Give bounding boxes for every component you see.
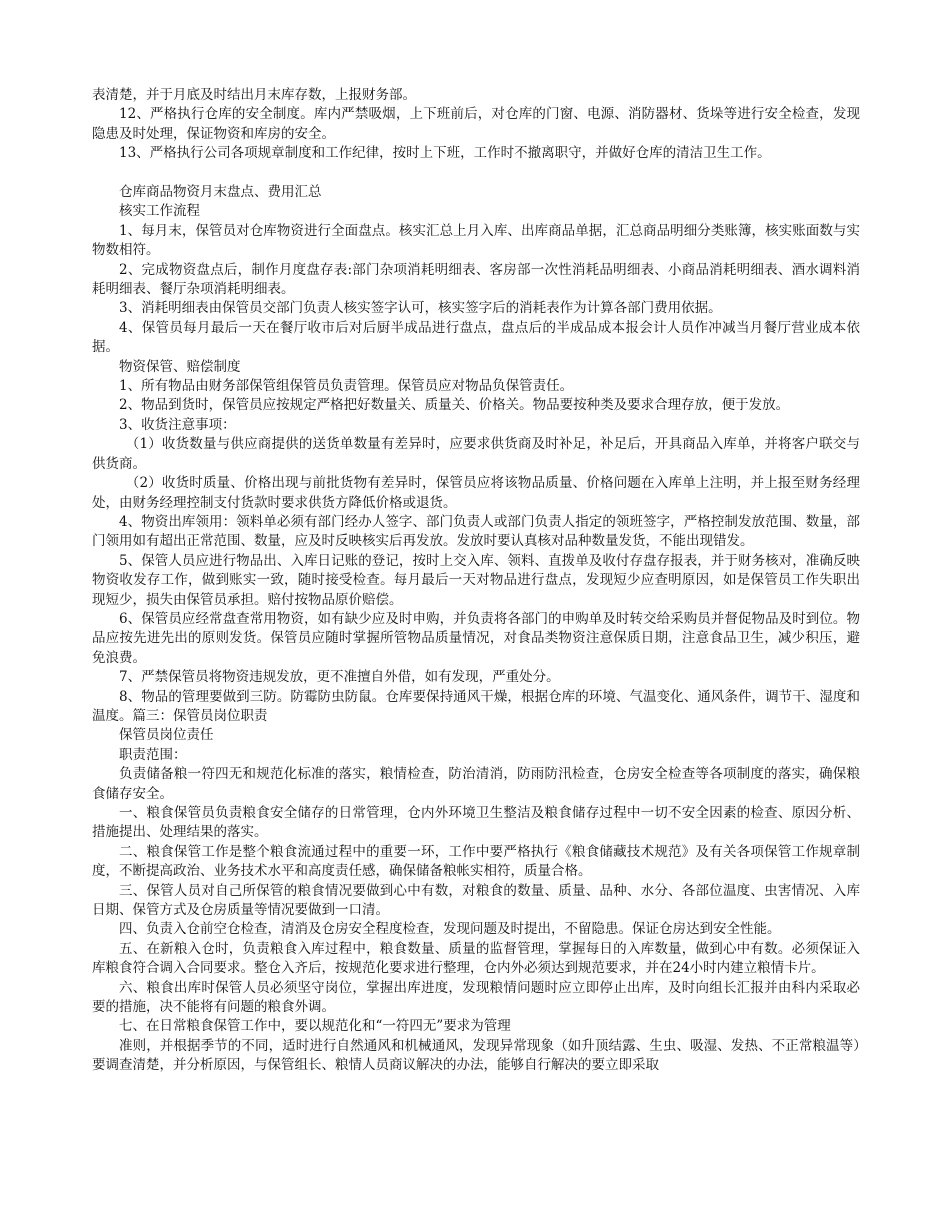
document-body [92, 86, 860, 1076]
paragraph: 12、严格执行仓库的安全制度。库内严禁吸烟，上下班前后，对仓库的门窗、电源、消防器材、货垛等进行安全检查，发现隐患及时处理，保证物资和库房的安全。 [92, 106, 860, 142]
paragraph: 三、保管人员对自己所保管的粮食情况要做到心中有数，对粮食的数量、质量、品种、水分、各部位温度、虫害情况、入库日期、保管方式及仓房质量等情况要做到一口清。 [92, 882, 860, 919]
paragraph: 4、保管员每月最后一天在餐厅收市后对后厨半成品进行盘点，盘点后的半成品成本报会计人员作冲减当月餐厅营业成本依据。 [92, 319, 860, 356]
paragraph: 二、粮食保管工作是整个粮食流通过程中的重要一环，工作中要严格执行《粮食储藏技术规范》及有关各项保管工作规章制度，不断提高政治、业务技术水平和高度责任感，确保储备粮帐实相符，质量合格。 [92, 843, 860, 880]
paragraph: 13、严格执行公司各项规章制度和工作纪律，按时上下班，工作时不撤离职守，并做好仓库的清洁卫生工作。 [119, 145, 771, 162]
paragraph: 物资保管、赔偿制度 [119, 358, 241, 375]
paragraph: 8、物品的管理要做到三防。防霉防虫防鼠。仓库要保持通风干燥，根据仓库的环境、气温变化、通风条件，调节干、湿度和温度。篇三：保管员岗位职责 [92, 688, 860, 724]
paragraph: 一、粮食保管员负责粮食安全储存的日常管理，仓内外环境卫生整洁及粮食储存过程中一切不安全因素的检查、原因分析、措施提出、处理结果的落实。 [92, 805, 860, 841]
paragraph: 1、所有物品由财务部保管组保管员负责管理。保管员应对物品负保管责任。 [119, 378, 574, 395]
paragraph: 表清楚，并于月底及时结出月末库存数，上报财务部。 [92, 87, 416, 103]
paragraph: 保管员岗位责任 [119, 727, 214, 744]
paragraph: （1）收货数量与供应商提供的送货单数量有差异时，应要求供货商及时补足，补足后，开具商品入库单，并将客户联交与供货商。 [92, 436, 860, 472]
paragraph: 7、严禁保管员将物资违规发放，更不准擅自外借，如有发现，严重处分。 [119, 669, 560, 686]
paragraph: 2、完成物资盘点后，制作月度盘存表:部门杂项消耗明细表、客房部一次性消耗品明细表、小商品消耗明细表、酒水调料消耗明细表、餐厅杂项消耗明细表。 [92, 261, 860, 298]
paragraph: 四、负责入仓前空仓检查，清消及仓房安全程度检查，发现问题及时提出，不留隐患。保证仓房达到安全性能。 [119, 921, 781, 938]
paragraph: 3、消耗明细表由保管员交部门负责人核实签字认可，核实签字后的消耗表作为计算各部门费用依据。 [119, 300, 722, 317]
paragraph: 1、每月末，保管员对仓库物资进行全面盘点。核实汇总上月入库、出库商品单据，汇总商品明细分类账簿，核实账面数与实物数相符。 [92, 222, 860, 259]
paragraph: 核实工作流程 [119, 203, 200, 220]
paragraph: 职责范围： [119, 746, 187, 763]
paragraph: 准则，并根据季节的不同，适时进行自然通风和机械通风，发现异常现象（如升顶结露、生虫、吸湿、发热、不正常粮温等）要调查清楚，并分析原因，与保管组长、粮情人员商议解决的办法，能够自行解决的要立即采取 [92, 1037, 860, 1074]
paragraph: 五、在新粮入仓时，负责粮食入库过程中，粮食数量、质量的监督管理，掌握每日的入库数量，做到心中有数。必须保证入库粮食符合调入合同要求。整仓入齐后，按规范化要求进行整理，仓内外必须达到规范要求，并在24小时内建立粮情卡片。 [92, 940, 860, 977]
paragraph: 4、物资出库领用：领料单必须有部门经办人签字、部门负责人或部门负责人指定的领班签字，严格控制发放范围、数量，部门领用如有超出正常范围、数量，应及时反映核实后再发放。发放时要认真核对品种数量发货，不能出现错发。 [92, 513, 860, 550]
paragraph: 5、保管人员应进行物品出、入库日记账的登记，按时上交入库、领料、直拨单及收付存盘存报表，并于财务核对，准确反映物资收发存工作，做到账实一致，随时接受检查。每月最后一天对物品进行盘点，发现短少应查明原因，如是保管员工作失职出现短少，损失由保管员承担。赔付按物品原价赔偿。 [92, 552, 860, 608]
paragraph: 七、在日常粮食保管工作中，要以规范化和“一符四无”要求为管理 [119, 1018, 511, 1035]
paragraph: 负责储备粮一符四无和规范化标准的落实，粮情检查，防治清消，防雨防汛检查，仓房安全检查等各项制度的落实，确保粮食储存安全。 [92, 766, 860, 802]
paragraph-spacer [92, 164, 860, 183]
paragraph: 仓库商品物资月末盘点、费用汇总 [119, 184, 322, 201]
paragraph: 2、物品到货时，保管员应按规定严格把好数量关、质量关、价格关。物品要按种类及要求合理存放，便于发放。 [119, 397, 790, 414]
paragraph: （2）收货时质量、价格出现与前批货物有差异时，保管员应将该物品质量、价格问题在入库单上注明，并上报至财务经理处，由财务经理控制支付货款时要求供货方降低价格或退货。 [92, 475, 860, 511]
paragraph: 3、收货注意事项： [119, 416, 236, 433]
paragraph: 六、粮食出库时保管人员必须坚守岗位，掌握出库进度，发现粮情问题时应立即停止出库，及时向组长汇报并由科内采取必要的措施，决不能将有问题的粮食外调。 [92, 979, 860, 1016]
paragraph: 6、保管员应经常盘查常用物资，如有缺少应及时申购，并负责将各部门的申购单及时转交给采购员并督促物品及时到位。物品应按先进先出的原则发货。保管员应随时掌握所管物品质量情况，对食品类物资注意保质日期，注意食品卫生，减少积压，避免浪费。 [92, 610, 860, 666]
